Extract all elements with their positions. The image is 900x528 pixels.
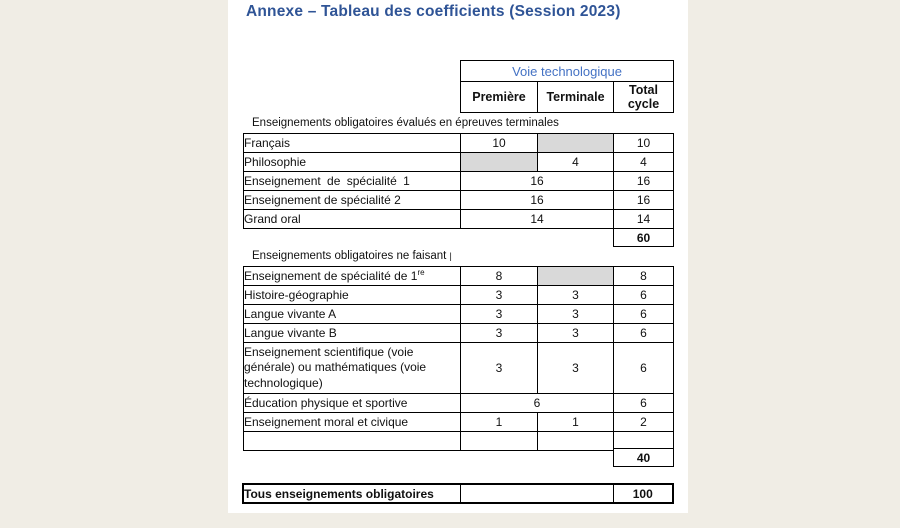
- cell-terminale: 3: [538, 324, 614, 343]
- section1-table: [243, 133, 674, 229]
- cell-premiere: 10: [461, 134, 538, 153]
- row-label: Français: [244, 134, 461, 153]
- cell-terminale: 1: [538, 413, 614, 432]
- cell-total: 6: [614, 286, 674, 305]
- table-row: [244, 286, 674, 305]
- col-header-premiere: Première: [461, 82, 538, 113]
- cell-terminale-shaded: [538, 134, 614, 153]
- table-row: [244, 134, 674, 153]
- grand-total-value: 100: [613, 484, 673, 503]
- col-header-total-cycle: Total cycle: [614, 82, 674, 113]
- section1-label: Enseignements obligatoires évalués en épreuves terminales: [252, 117, 559, 129]
- cell-premiere-shaded: [461, 153, 538, 172]
- cell-merged-premiere-terminale: 16: [461, 191, 614, 210]
- cell-total: 14: [614, 210, 674, 229]
- cell-total: 6: [614, 305, 674, 324]
- row-label: Philosophie: [244, 153, 461, 172]
- cell-terminale: 4: [538, 153, 614, 172]
- row-label: Langue vivante A: [244, 305, 461, 324]
- col-header-terminale: Terminale: [538, 82, 614, 113]
- row-label: Enseignement de spécialité 1: [244, 172, 461, 191]
- cell-total: 6: [614, 394, 674, 413]
- table-row: [244, 267, 674, 286]
- cell-terminale-shaded: [538, 267, 614, 286]
- row-label: Éducation physique et sportive: [244, 394, 461, 413]
- row-label: Langue vivante B: [244, 324, 461, 343]
- cell-total: 2: [614, 413, 674, 432]
- row-label: Grand oral: [244, 210, 461, 229]
- table-row: [244, 153, 674, 172]
- table-row: [244, 191, 674, 210]
- table-row: [461, 61, 674, 82]
- table-row: [461, 82, 674, 113]
- cell-terminale: 3: [538, 305, 614, 324]
- row-label-text: Enseignement de spécialité de 1: [244, 269, 418, 283]
- table-row: [244, 210, 674, 229]
- cell-terminale: [538, 432, 614, 451]
- table-row: [243, 484, 673, 503]
- cell-premiere: 3: [461, 305, 538, 324]
- cell-merged-premiere-terminale: 16: [461, 172, 614, 191]
- table-row: [244, 305, 674, 324]
- cell-total: 6: [614, 324, 674, 343]
- document-page: [228, 0, 688, 513]
- section2-table: [243, 266, 674, 451]
- cell-total: 16: [614, 172, 674, 191]
- cell-total: 8: [614, 267, 674, 286]
- cell-merged-premiere-terminale: 6: [461, 394, 614, 413]
- cell-premiere: 3: [461, 324, 538, 343]
- column-header-table: [460, 60, 674, 113]
- row-label: Histoire-géographie: [244, 286, 461, 305]
- table-row: [244, 413, 674, 432]
- section2-label-text: Enseignements obligatoires ne faisant: [252, 250, 447, 262]
- cell-total: 6: [614, 343, 674, 394]
- grand-total-middle-cell: [460, 484, 613, 503]
- row-label: [244, 432, 461, 451]
- section1-subtotal: 60: [613, 228, 674, 247]
- cell-total: 16: [614, 191, 674, 210]
- cell-premiere: 1: [461, 413, 538, 432]
- grand-total-table: [242, 483, 674, 504]
- cell-premiere: 3: [461, 343, 538, 394]
- row-label: Enseignement scientifique (voie générale) ou mathématiques (voie technologique): [244, 343, 461, 394]
- cell-premiere: [461, 432, 538, 451]
- cell-terminale: 3: [538, 343, 614, 394]
- table-row: [244, 172, 674, 191]
- header-voie-technologique: Voie technologique: [461, 61, 674, 82]
- cell-premiere: 8: [461, 267, 538, 286]
- row-label-superscript: re: [417, 268, 425, 277]
- page-title: Annexe – Tableau des coefficients (Session 2023): [246, 3, 621, 20]
- cell-terminale: 3: [538, 286, 614, 305]
- section2-label: [252, 250, 452, 262]
- table-row: [244, 343, 674, 394]
- table-row: [244, 394, 674, 413]
- section2-subtotal: 40: [613, 448, 674, 467]
- cell-merged-premiere-terminale: 14: [461, 210, 614, 229]
- cell-premiere: 3: [461, 286, 538, 305]
- table-row: [244, 324, 674, 343]
- table-row-empty: [244, 432, 674, 451]
- row-label: Enseignement moral et civique: [244, 413, 461, 432]
- row-label: [244, 267, 461, 286]
- cell-total: 10: [614, 134, 674, 153]
- row-label: Enseignement de spécialité 2: [244, 191, 461, 210]
- cell-total: 4: [614, 153, 674, 172]
- grand-total-label: Tous enseignements obligatoires: [243, 484, 460, 503]
- section2-label-cut-mark: |: [449, 251, 452, 261]
